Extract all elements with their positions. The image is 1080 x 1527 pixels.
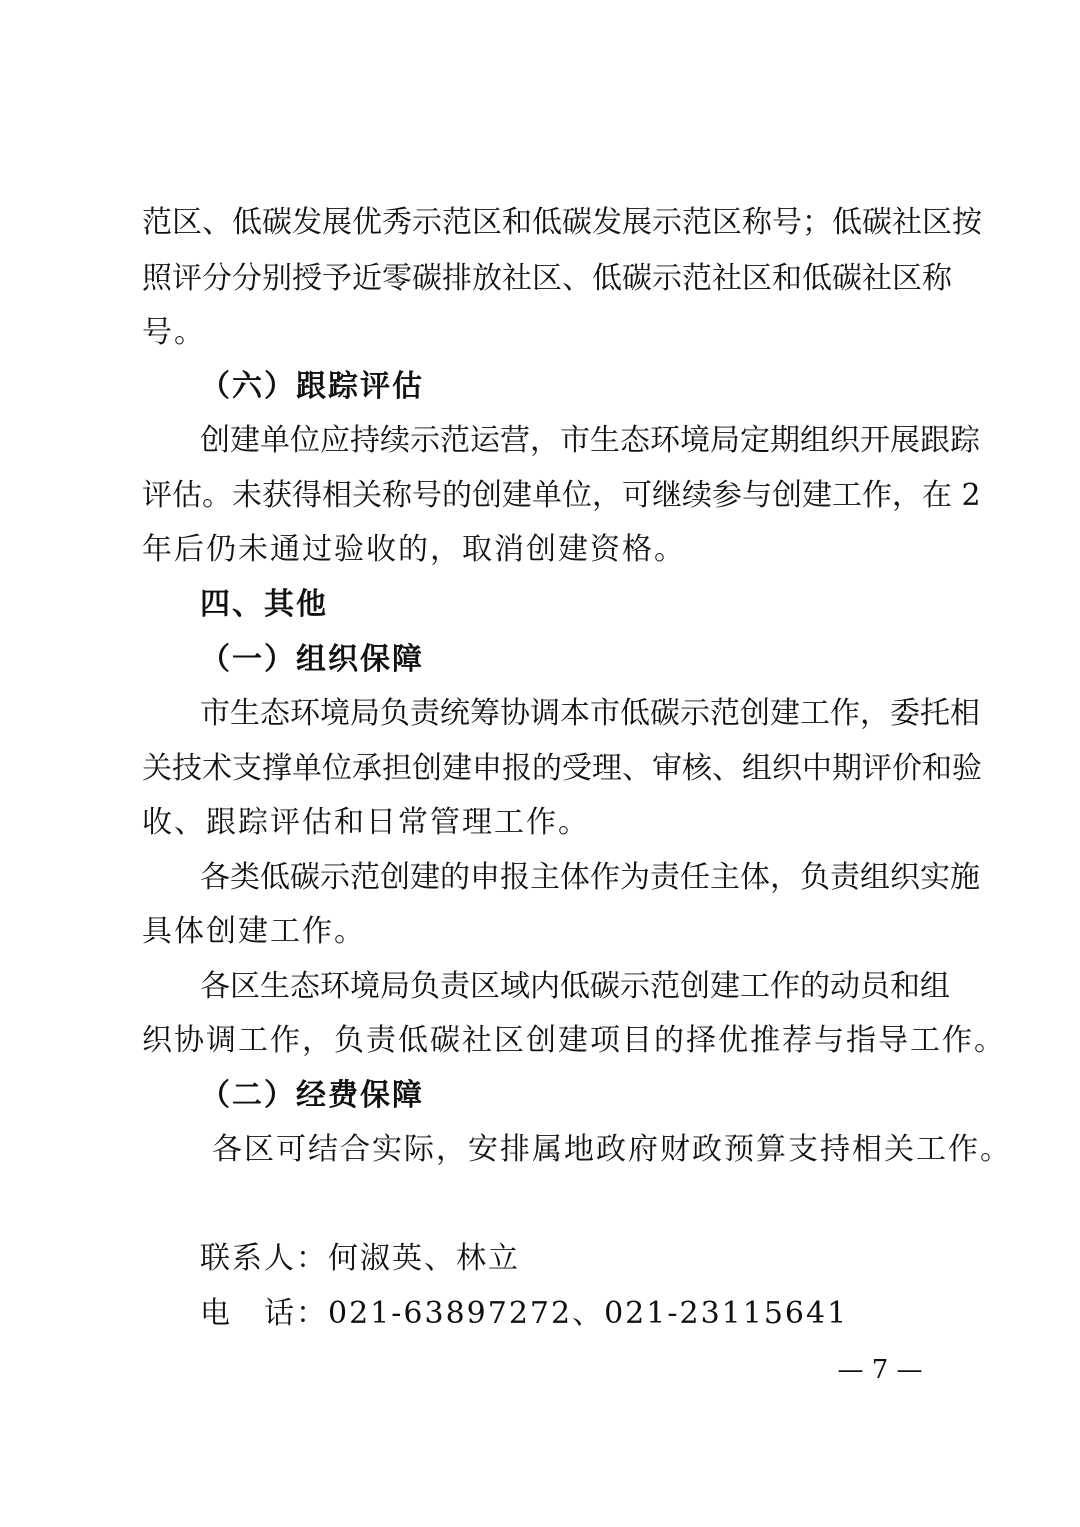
- contact-person: 联系人：何淑英、林立: [200, 1241, 520, 1276]
- paragraph-line: 各区可结合实际，安排属地政府财政预算支持相关工作。: [212, 1132, 1012, 1167]
- page-number: — 7 —: [837, 1355, 923, 1385]
- paragraph-line: 评估。未获得相关称号的创建单位，可继续参与创建工作，在 2: [142, 478, 981, 513]
- paragraph-line: 年后仍未通过验收的，取消创建资格。: [142, 532, 686, 567]
- paragraph-line: 关技术支撑单位承担创建申报的受理、审核、组织中期评价和验: [142, 751, 982, 786]
- section-heading-one: （一）组织保障: [200, 642, 424, 677]
- paragraph-line: 范区、低碳发展优秀示范区和低碳发展示范区称号；低碳社区按: [142, 205, 982, 240]
- paragraph-line: 创建单位应持续示范运营，市生态环境局定期组织开展跟踪: [200, 423, 980, 458]
- section-heading-six: （六）跟踪评估: [200, 369, 424, 404]
- paragraph-line: 市生态环境局负责统筹协调本市低碳示范创建工作，委托相: [200, 696, 980, 731]
- paragraph-line: 具体创建工作。: [142, 914, 366, 949]
- paragraph-line: 织协调工作，负责低碳社区创建项目的择优推荐与指导工作。: [142, 1023, 1006, 1058]
- paragraph-line: 各区生态环境局负责区域内低碳示范创建工作的动员和组: [200, 969, 950, 1004]
- paragraph-line: 各类低碳示范创建的申报主体作为责任主体，负责组织实施: [200, 860, 980, 895]
- section-heading-four: 四、其他: [200, 587, 328, 622]
- paragraph-line: 收、跟踪评估和日常管理工作。: [142, 805, 590, 840]
- contact-phone: 电 话：021-63897272、021-23115641: [200, 1296, 849, 1331]
- paragraph-line: 号。: [142, 315, 206, 350]
- section-heading-two: （二）经费保障: [200, 1078, 424, 1113]
- paragraph-line: 照评分分别授予近零碳排放社区、低碳示范社区和低碳社区称: [142, 261, 952, 296]
